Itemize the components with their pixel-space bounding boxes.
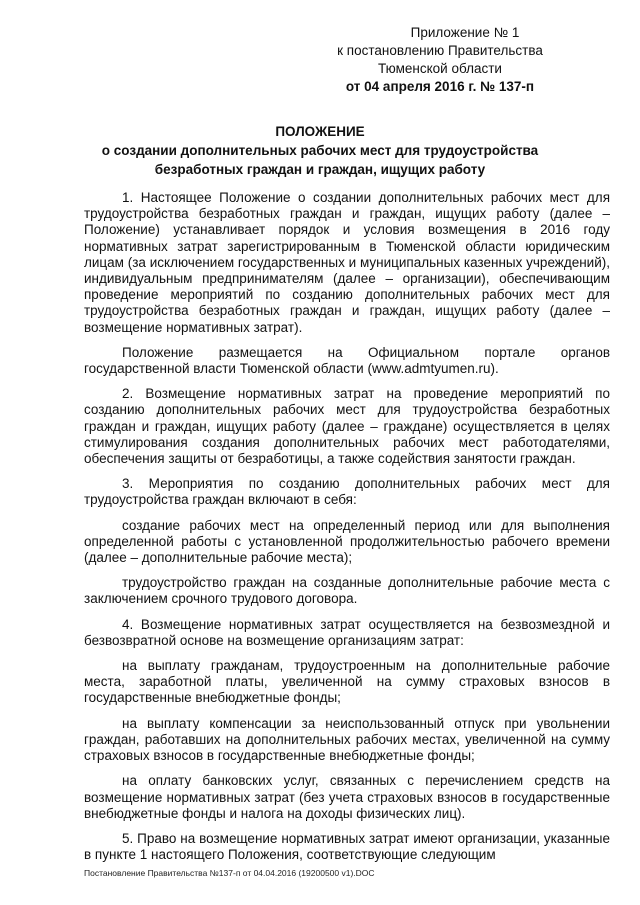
paragraph-portal: Положение размещается на Официальном портале органов государственной власти Тюменской области (www.admtyumen.ru). bbox=[84, 344, 610, 377]
paragraph-4-item-3: на оплату банковских услуг, связанных с перечислением средств на возмещение нормативных затрат (без учета страховых взносов в государственные внебюджетные фонды и налога на доходы физических лиц). bbox=[84, 773, 610, 821]
paragraph-3-item-2: трудоустройство граждан на созданные дополнительные рабочие места с заключением срочного трудового договора. bbox=[84, 575, 610, 607]
title-line-2: безработных граждан и граждан, ищущих работу bbox=[154, 162, 486, 177]
title-line-1: о создании дополнительных рабочих мест для трудоустройства bbox=[101, 143, 539, 158]
paragraph-4-item-2: на выплату компенсации за неиспользованный отпуск при увольнении граждан, работавших на дополнительных рабочих местах, увеличенной на сумму страховых взносов в государственные внебюджетные фонды; bbox=[84, 715, 610, 764]
annex-resolution-line: к постановлению Правительства bbox=[337, 43, 543, 58]
annex-header bbox=[290, 24, 590, 96]
paragraph-1: 1. Настоящее Положение о создании дополнительных рабочих мест для трудоустройства безработных граждан и граждан, ищущих работу (далее – Положение) устанавливает порядок и условия возмещения в 2016 году нормативных затрат зарегистрированным в Тюменской области юридическим лицам (за исключением государственных и муниципальных казенных учреждений), индивидуальным предпринимателям (далее – организации), обеспечивающим проведение мероприятий по созданию дополнительных рабочих мест для трудоустройства безработных граждан и граждан, ищущих работу (далее – возмещение нормативных затрат). bbox=[84, 190, 610, 335]
annex-date-number: от 04 апреля 2016 г. № 137-п bbox=[345, 79, 535, 94]
paragraph-4-item-1: на выплату гражданам, трудоустроенным на дополнительные рабочие места, заработной платы, увеличенной на сумму страховых взносов в государственные внебюджетные фонды; bbox=[84, 658, 610, 706]
paragraph-3-item-1: создание рабочих мест на определенный период или для выполнения определенной работы с установленной продолжительностью рабочего времени (далее – дополнительные рабочие места); bbox=[84, 517, 610, 566]
document-title bbox=[60, 122, 580, 179]
annex-region-line: Тюменской области bbox=[378, 61, 502, 76]
paragraph-3: 3. Мероприятия по созданию дополнительных рабочих мест для трудоустройства граждан включают в себя: bbox=[84, 476, 610, 508]
paragraph-4: 4. Возмещение нормативных затрат осуществляется на безвозмездной и безвозвратной основе на возмещение организациям затрат: bbox=[84, 616, 610, 648]
document-body bbox=[84, 190, 610, 872]
paragraph-5: 5. Право на возмещение нормативных затрат имеют организации, указанные в пункте 1 настоящего Положения, соответствующие следующим bbox=[84, 830, 610, 863]
title-heading: ПОЛОЖЕНИЕ bbox=[275, 124, 365, 139]
file-footer: Постановление Правительства №137-п от 04.04.2016 (19200500 v1).DOC bbox=[84, 868, 375, 878]
paragraph-2: 2. Возмещение нормативных затрат на проведение мероприятий по созданию дополнительных рабочих мест для трудоустройства безработных граждан и граждан, ищущих работу (далее – граждане) осуществляется в целях стимулирования создания дополнительных рабочих мест работодателями, обеспечения защиты от безработицы, а также содействия занятости граждан. bbox=[84, 386, 610, 467]
annex-number: Приложение № 1 bbox=[410, 25, 520, 40]
